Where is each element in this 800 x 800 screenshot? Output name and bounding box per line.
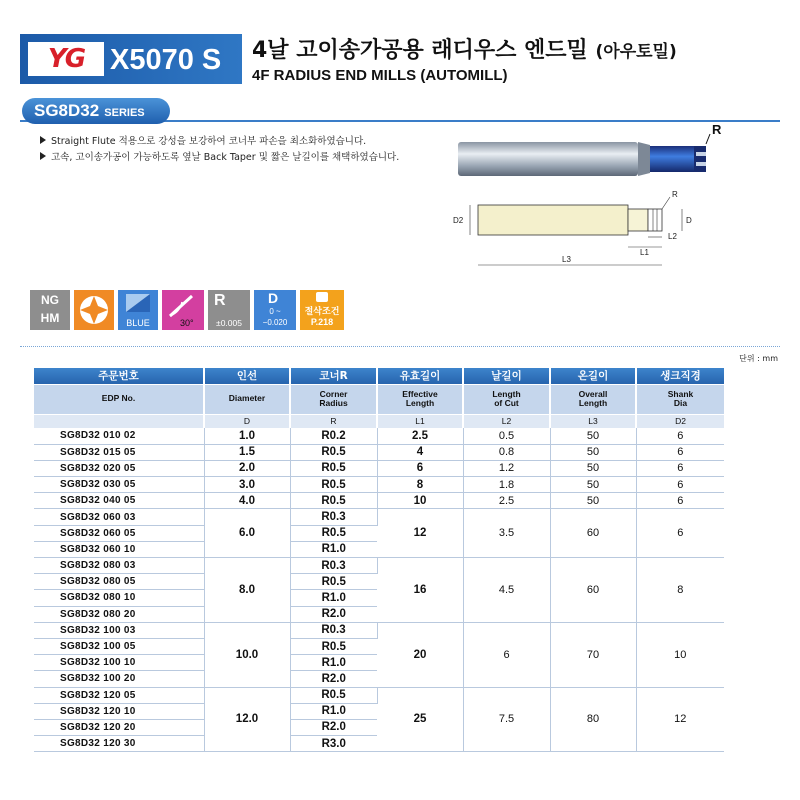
col-symbol bbox=[34, 414, 204, 428]
header-line: Overall bbox=[578, 388, 608, 399]
header-line: of Cut bbox=[494, 398, 519, 408]
edp-cell: SG8D32 060 05 bbox=[34, 525, 204, 541]
corner-tolerance-icon bbox=[208, 290, 250, 330]
edp-cell: SG8D32 010 02 bbox=[34, 428, 204, 444]
diameter-cell: 6.0 bbox=[204, 509, 290, 558]
effective-length-cell: 20 bbox=[377, 622, 463, 687]
blue-coating-icon bbox=[118, 290, 158, 330]
title-korean bbox=[252, 36, 677, 66]
triangle-bullet-icon bbox=[40, 136, 46, 144]
table-row bbox=[34, 428, 724, 444]
col-symbol: R bbox=[290, 414, 377, 428]
table-row bbox=[34, 687, 724, 703]
feature-list bbox=[40, 134, 460, 166]
col-header-ko: 인선 bbox=[204, 368, 290, 384]
header-line: Length bbox=[578, 398, 608, 408]
d-letter: D bbox=[268, 290, 279, 306]
table-row bbox=[34, 493, 724, 509]
corner-radius-cell: R1.0 bbox=[290, 541, 377, 557]
header-line: Dia bbox=[673, 398, 688, 408]
diameter-cell: 1.5 bbox=[204, 444, 290, 460]
overall-length-cell: 60 bbox=[550, 509, 636, 558]
cutting-conditions-label: 절삭조건 bbox=[304, 307, 340, 317]
edp-cell: SG8D32 100 03 bbox=[34, 622, 204, 638]
edp-cell: SG8D32 100 10 bbox=[34, 655, 204, 671]
col-header-en bbox=[636, 384, 724, 414]
edp-cell: SG8D32 120 10 bbox=[34, 703, 204, 719]
feature-text: 고속, 고이송가공이 가능하도록 옆날 Back Taper 및 짧은 날길이를 채택하였습니다. bbox=[51, 152, 400, 163]
shank-dia-cell: 6 bbox=[636, 493, 724, 509]
flute-count-label: 4 bbox=[90, 302, 98, 318]
r-label: R bbox=[672, 190, 678, 199]
overall-length-cell: 50 bbox=[550, 493, 636, 509]
edp-cell: SG8D32 120 20 bbox=[34, 719, 204, 735]
shank-dia-cell: 6 bbox=[636, 428, 724, 444]
col-symbol: L3 bbox=[550, 414, 636, 428]
header-line: Diameter bbox=[228, 393, 266, 404]
overall-length-cell: 50 bbox=[550, 477, 636, 493]
table-row bbox=[34, 460, 724, 476]
hm-label: HM bbox=[40, 311, 60, 325]
edp-cell: SG8D32 030 05 bbox=[34, 477, 204, 493]
ng-hm-icon bbox=[30, 290, 70, 330]
feature-item bbox=[40, 150, 460, 166]
col-symbol: D bbox=[204, 414, 290, 428]
corner-radius-cell: R0.5 bbox=[290, 687, 377, 703]
edp-cell: SG8D32 060 03 bbox=[34, 509, 204, 525]
helix-angle-icon bbox=[162, 290, 204, 330]
d-tolerance-top: 0 ~ bbox=[269, 307, 281, 316]
edp-cell: SG8D32 100 05 bbox=[34, 638, 204, 654]
unit-label: 단위 : mm bbox=[739, 354, 778, 363]
length-of-cut-cell: 0.5 bbox=[463, 428, 550, 444]
helix-label: 30° bbox=[180, 318, 194, 328]
series-code: SG8D32 bbox=[34, 101, 100, 120]
corner-radius-cell: R0.5 bbox=[290, 574, 377, 590]
feature-text: Straight Flute 적용으로 강성을 보강하여 코너부 파손을 최소화하였습니다. bbox=[51, 136, 367, 147]
end-mill-image bbox=[450, 120, 750, 188]
diameter-cell: 1.0 bbox=[204, 428, 290, 444]
corner-radius-cell: R0.5 bbox=[290, 444, 377, 460]
effective-length-cell: 2.5 bbox=[377, 428, 463, 444]
col-header-en bbox=[463, 384, 550, 414]
length-of-cut-cell: 2.5 bbox=[463, 493, 550, 509]
length-of-cut-cell: 3.5 bbox=[463, 509, 550, 558]
header-line: Length bbox=[492, 388, 521, 399]
model-name: X5070 S bbox=[110, 44, 222, 76]
col-header-en bbox=[290, 384, 377, 414]
shank-dia-cell: 6 bbox=[636, 509, 724, 558]
col-header-en bbox=[550, 384, 636, 414]
edp-cell: SG8D32 120 30 bbox=[34, 736, 204, 752]
length-of-cut-cell: 6 bbox=[463, 622, 550, 687]
header-row-english bbox=[34, 384, 724, 414]
yg-logo bbox=[28, 42, 104, 76]
table-row bbox=[34, 477, 724, 493]
col-header-ko: 생크직경 bbox=[636, 368, 724, 384]
diameter-cell: 8.0 bbox=[204, 558, 290, 623]
spec-table bbox=[34, 368, 724, 752]
col-header-ko: 날길이 bbox=[463, 368, 550, 384]
corner-radius-cell: R0.5 bbox=[290, 525, 377, 541]
effective-length-cell: 10 bbox=[377, 493, 463, 509]
shank-dia-cell: 10 bbox=[636, 622, 724, 687]
overall-length-cell: 80 bbox=[550, 687, 636, 752]
coating-layer-icon bbox=[118, 290, 158, 318]
col-header-ko: 유효길이 bbox=[377, 368, 463, 384]
triangle-bullet-icon bbox=[40, 152, 46, 160]
header-row-korean bbox=[34, 368, 724, 384]
corner-radius-cell: R0.5 bbox=[290, 493, 377, 509]
table-row bbox=[34, 622, 724, 638]
col-header-ko: 코너R bbox=[290, 368, 377, 384]
shank-dia-cell: 6 bbox=[636, 460, 724, 476]
corner-radius-cell: R1.0 bbox=[290, 655, 377, 671]
length-of-cut-cell: 1.8 bbox=[463, 477, 550, 493]
effective-length-cell: 25 bbox=[377, 687, 463, 752]
header-line: Length bbox=[405, 398, 435, 408]
edp-cell: SG8D32 080 05 bbox=[34, 574, 204, 590]
edp-cell: SG8D32 120 05 bbox=[34, 687, 204, 703]
header-row-symbols bbox=[34, 414, 724, 428]
title-korean-suffix: (아우토밀) bbox=[595, 42, 677, 62]
header-line: EDP No. bbox=[101, 393, 136, 404]
r-tolerance: ±0.005 bbox=[216, 318, 242, 328]
edp-cell: SG8D32 020 05 bbox=[34, 460, 204, 476]
header-line: Radius bbox=[319, 398, 348, 408]
corner-radius-cell: R2.0 bbox=[290, 606, 377, 622]
length-of-cut-cell: 7.5 bbox=[463, 687, 550, 752]
col-symbol: D2 bbox=[636, 414, 724, 428]
col-header-ko: 주문번호 bbox=[34, 368, 204, 384]
corner-radius-cell: R2.0 bbox=[290, 671, 377, 687]
section-divider bbox=[20, 346, 780, 347]
edp-cell: SG8D32 040 05 bbox=[34, 493, 204, 509]
edp-cell: SG8D32 080 20 bbox=[34, 606, 204, 622]
corner-r-callout: R bbox=[712, 122, 722, 137]
col-symbol: L1 bbox=[377, 414, 463, 428]
corner-radius-cell: R0.3 bbox=[290, 558, 377, 574]
length-of-cut-cell: 4.5 bbox=[463, 558, 550, 623]
header-line: Corner bbox=[319, 388, 348, 399]
length-of-cut-cell: 0.8 bbox=[463, 444, 550, 460]
table-row bbox=[34, 509, 724, 525]
d2-label: D2 bbox=[453, 216, 464, 225]
diameter-tolerance-icon bbox=[254, 290, 296, 330]
l1-label: L1 bbox=[640, 248, 649, 257]
effective-length-cell: 12 bbox=[377, 509, 463, 558]
effective-length-cell: 6 bbox=[377, 460, 463, 476]
helix-shape-icon bbox=[162, 290, 204, 320]
shank-dia-cell: 12 bbox=[636, 687, 724, 752]
cutting-conditions-icon[interactable] bbox=[300, 290, 344, 330]
diameter-cell: 4.0 bbox=[204, 493, 290, 509]
effective-length-cell: 8 bbox=[377, 477, 463, 493]
header-line: Effective bbox=[402, 388, 438, 399]
shank-dia-cell: 8 bbox=[636, 558, 724, 623]
corner-radius-cell: R0.5 bbox=[290, 477, 377, 493]
corner-radius-cell: R0.5 bbox=[290, 638, 377, 654]
edp-cell: SG8D32 015 05 bbox=[34, 444, 204, 460]
ng-label: NG bbox=[41, 293, 59, 307]
shank-dia-cell: 6 bbox=[636, 477, 724, 493]
d-tolerance-bottom: −0.020 bbox=[262, 318, 288, 327]
shank-dia-cell: 6 bbox=[636, 444, 724, 460]
table-row bbox=[34, 558, 724, 574]
flute-count-icon bbox=[74, 290, 114, 330]
effective-length-cell: 16 bbox=[377, 558, 463, 623]
corner-radius-cell: R0.2 bbox=[290, 428, 377, 444]
col-symbol: L2 bbox=[463, 414, 550, 428]
corner-radius-cell: R3.0 bbox=[290, 736, 377, 752]
corner-radius-cell: R0.3 bbox=[290, 509, 377, 525]
col-header-en bbox=[34, 384, 204, 414]
edp-cell: SG8D32 080 03 bbox=[34, 558, 204, 574]
overall-length-cell: 50 bbox=[550, 428, 636, 444]
diameter-cell: 12.0 bbox=[204, 687, 290, 752]
l2-label: L2 bbox=[668, 232, 677, 241]
overall-length-cell: 50 bbox=[550, 460, 636, 476]
r-letter: R bbox=[214, 292, 226, 309]
title-english: 4F RADIUS END MILLS (AUTOMILL) bbox=[252, 67, 508, 84]
header-line: Shank bbox=[667, 388, 694, 399]
effective-length-cell: 4 bbox=[377, 444, 463, 460]
col-header-en bbox=[204, 384, 290, 414]
corner-radius-cell: R0.3 bbox=[290, 622, 377, 638]
feature-item bbox=[40, 134, 460, 150]
l3-label: L3 bbox=[562, 255, 571, 264]
dimension-drawing bbox=[450, 185, 710, 275]
edp-cell: SG8D32 080 10 bbox=[34, 590, 204, 606]
book-icon bbox=[300, 290, 344, 304]
logo-text: YG bbox=[47, 44, 85, 74]
blue-label: BLUE bbox=[126, 318, 150, 328]
col-header-ko: 온길이 bbox=[550, 368, 636, 384]
title-korean-main: 4날 고이송가공용 래디우스 엔드밀 bbox=[252, 38, 588, 63]
corner-radius-cell: R1.0 bbox=[290, 703, 377, 719]
diameter-cell: 3.0 bbox=[204, 477, 290, 493]
length-of-cut-cell: 1.2 bbox=[463, 460, 550, 476]
col-header-en bbox=[377, 384, 463, 414]
corner-radius-cell: R2.0 bbox=[290, 719, 377, 735]
edp-cell: SG8D32 100 20 bbox=[34, 671, 204, 687]
corner-radius-cell: R0.5 bbox=[290, 460, 377, 476]
overall-length-cell: 70 bbox=[550, 622, 636, 687]
diameter-cell: 2.0 bbox=[204, 460, 290, 476]
table-row bbox=[34, 444, 724, 460]
cutting-conditions-page[interactable]: P.218 bbox=[310, 317, 334, 327]
diameter-cell: 10.0 bbox=[204, 622, 290, 687]
corner-radius-cell: R1.0 bbox=[290, 590, 377, 606]
overall-length-cell: 60 bbox=[550, 558, 636, 623]
overall-length-cell: 50 bbox=[550, 444, 636, 460]
edp-cell: SG8D32 060 10 bbox=[34, 541, 204, 557]
d-label: D bbox=[686, 216, 692, 225]
spec-table-body bbox=[34, 428, 724, 752]
series-badge bbox=[22, 98, 170, 124]
series-word: SERIES bbox=[104, 107, 145, 119]
